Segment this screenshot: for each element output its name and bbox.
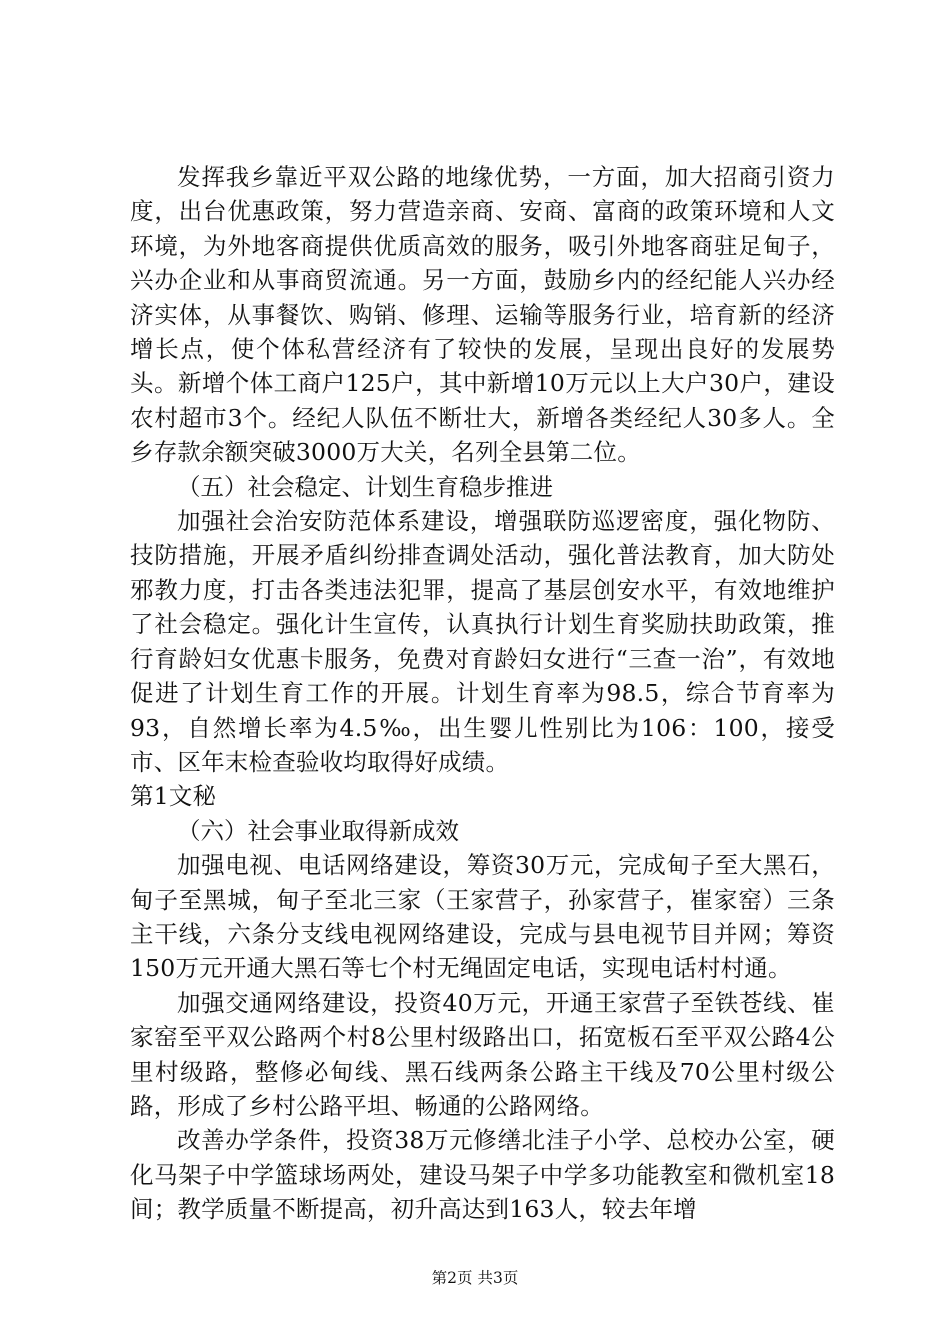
paragraph-business-development: 发挥我乡靠近平双公路的地缘优势，一方面，加大招商引资力度，出台优惠政策，努力营造亲商、安商、富商的政策环境和人文环境，为外地客商提供优质高效的服务，吸引外地客商驻足甸子，兴办企业和从事商贸流通。另一方面，鼓励乡内的经纪能人兴办经济实体，从事餐饮、购销、修理、运输等服务行业，培育新的经济增长点，使个体私营经济有了较快的发展，呈现出良好的发展势头。新增个体工商户125户，其中新增10万元以上大户30户，建设农村超市3个。经纪人队伍不断壮大，新增各类经纪人30多人。全乡存款余额突破3000万大关，名列全县第二位。: [130, 163, 835, 467]
paragraph-social-stability: 加强社会治安防范体系建设，增强联防巡逻密度，强化物防、技防措施，开展矛盾纠纷排查调处活动，强化普法教育，加大防处邪教力度，打击各类违法犯罪，提高了基层创安水平，有效地维护了社会稳定。强化计生宣传，认真执行计划生育奖励扶助政策，推行育龄妇女优惠卡服务，免费对育龄妇女进行“三查一治”，有效地促进了计划生育工作的开展。计划生育率为98.5，综合节育率为93，自然增长率为4.5‰，出生婴儿性别比为106：100，接受市、区年末检查验收均取得好成绩。: [130, 507, 835, 776]
paragraph-transport-network: 加强交通网络建设，投资40万元，开通王家营子至铁苍线、崔家窑至平双公路两个村8公里村级路出口，拓宽板石至平双公路4公里村级路，整修必甸线、黑石线两条公路主干线及70公里村级公路，形成了乡村公路平坦、畅通的公路网络。: [130, 988, 835, 1120]
watermark-text: 第1文秘: [130, 782, 217, 811]
paragraph-tv-phone-network: 加强电视、电话网络建设，筹资30万元，完成甸子至大黑石，甸子至黑城，甸子至北三家（王家营子，孙家营子，崔家窑）三条主干线，六条分支线电视网络建设，完成与县电视节目并网；筹资150万元开通大黑石等七个村无绳固定电话，实现电话村村通。: [130, 851, 835, 983]
document-body: [130, 160, 835, 1227]
section-heading-6: （六）社会事业取得新成效: [177, 816, 459, 845]
section-heading-5: （五）社会稳定、计划生育稳步推进: [177, 472, 553, 501]
paragraph-education: 改善办学条件，投资38万元修缮北洼子小学、总校办公室，硬化马架子中学篮球场两处，建设马架子中学多功能教室和微机室18间；教学质量不断提高，初升高达到163人，较去年增: [130, 1126, 835, 1224]
page-footer: 第2页 共3页: [431, 1269, 519, 1287]
